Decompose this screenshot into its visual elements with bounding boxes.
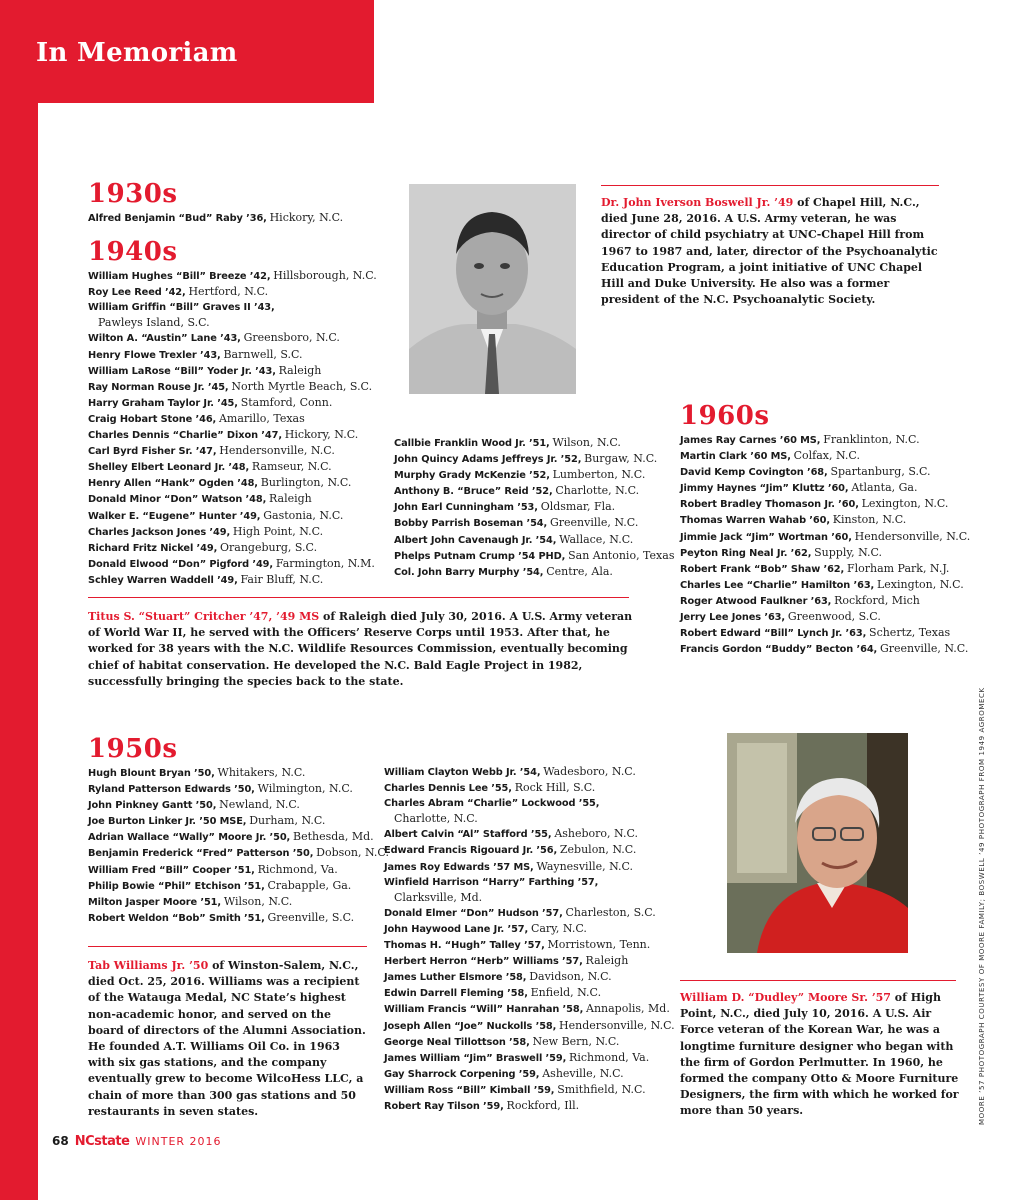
entry-name: William LaRose “Bill” Yoder Jr. ’43,: [88, 365, 276, 377]
heading-1950s: 1950s: [88, 734, 178, 764]
entry-place: Greenville, N.C.: [549, 516, 639, 530]
memorial-entry: [394, 515, 664, 531]
obit-moore-text: of High Point, N.C., died July 10, 2016. A U.S. Air Force veteran of the Korean War, he was a longtime furniture designer who began with the firm of Gordon Perlmutter. In 1960, he formed the company Otto & Moore Furniture Designers, the firm with which he worked for more than 50 years.: [680, 991, 959, 1118]
memorial-entry: [384, 905, 674, 921]
entry-place: Burlington, N.C.: [260, 476, 352, 490]
entry-place: Clarksville, Md.: [394, 890, 483, 904]
entry-name: Albert Calvin “Al” Stafford ’55,: [384, 829, 552, 841]
entry-name: Herbert Herron “Herb” Williams ’57,: [384, 956, 583, 968]
memorial-entry: [680, 496, 980, 512]
rule-williams: [88, 946, 367, 947]
list-1940s-continued: [394, 435, 675, 580]
entry-place: High Point, N.C.: [232, 524, 324, 538]
memorial-entry: [88, 379, 388, 395]
entry-name: Adrian Wallace “Wally” Moore Jr. ’50,: [88, 832, 291, 844]
entry-name: Schley Warren Waddell ’49,: [88, 574, 238, 586]
entry-place: New Bern, N.C.: [532, 1034, 620, 1048]
entry-place: Orangeburg, S.C.: [220, 540, 318, 554]
entry-name: Charles Lee “Charlie” Hamilton ’63,: [680, 579, 875, 591]
column-1930s-1940s: [88, 180, 388, 588]
entry-place: Franklinton, N.C.: [823, 433, 920, 446]
entry-name: John Earl Cunningham ’53,: [394, 502, 538, 514]
obit-williams: [88, 958, 370, 1120]
memorial-entry: [680, 545, 980, 561]
ncstate-logo: NCstate: [74, 1134, 130, 1149]
entry-name: Robert Edward “Bill” Lynch Jr. ’63,: [680, 628, 867, 640]
entry-place: Lexington, N.C.: [861, 497, 949, 511]
entry-place: Rock Hill, S.C.: [514, 781, 596, 795]
memorial-entry: [384, 796, 674, 826]
memorial-entry: [384, 764, 674, 780]
memorial-entry: [680, 464, 980, 480]
entry-place: Annapolis, Md.: [586, 1002, 670, 1016]
column-1960s: [680, 402, 980, 657]
entry-place: Asheville, N.C.: [542, 1066, 624, 1080]
memorial-entry: [384, 1001, 674, 1017]
entry-name: Charles Dennis Lee ’55,: [384, 783, 512, 795]
entry-place: Dobson, N.C.: [316, 846, 389, 860]
heading-1960s: 1960s: [680, 401, 770, 431]
memorial-entry: [384, 1082, 674, 1098]
memorial-entry: [88, 556, 388, 572]
entry-place: North Myrtle Beach, S.C.: [231, 379, 373, 393]
entry-name: Benjamin Frederick “Fred” Patterson ’50,: [88, 848, 314, 860]
list-1940s: [88, 268, 388, 588]
entry-name: Milton Jasper Moore ’51,: [88, 896, 222, 908]
memorial-entry: [394, 548, 675, 564]
entry-place: Hickory, N.C.: [284, 428, 359, 442]
memorial-entry: [384, 1098, 674, 1114]
entry-place: Fair Bluff, N.C.: [240, 572, 324, 586]
rule-critcher: [88, 597, 629, 598]
entry-place: Greenville, N.C.: [879, 642, 969, 656]
entry-place: Farmington, N.M.: [275, 556, 375, 570]
obit-boswell-name: Dr. John Iverson Boswell Jr. ’49: [601, 196, 794, 209]
entry-name: Joe Burton Linker Jr. ’50 MSE,: [88, 816, 247, 828]
entry-name: Donald Elwood “Don” Pigford ’49,: [88, 558, 274, 570]
entry-place: Rockford, Ill.: [506, 1098, 580, 1112]
memorial-entry: [384, 1050, 674, 1066]
column-1950s: [88, 735, 388, 926]
entry-name: Albert John Cavenaugh Jr. ’54,: [394, 534, 557, 546]
entry-place: Florham Park, N.J.: [846, 561, 950, 575]
memorial-entry: [88, 878, 388, 894]
memorial-entry: [88, 491, 388, 507]
list-1950s-continued: [384, 764, 674, 1114]
memorial-entry: [394, 564, 664, 580]
entry-place: Wilmington, N.C.: [257, 782, 353, 796]
entry-name: William Griffin “Bill” Graves II ’43,: [88, 302, 275, 314]
entry-name: Charles Jackson Jones ’49,: [88, 526, 231, 538]
entry-place: Gastonia, N.C.: [263, 508, 344, 522]
entry-name: Francis Gordon “Buddy” Becton ’64,: [680, 644, 878, 656]
header-banner: [0, 0, 374, 103]
entry-place: Lexington, N.C.: [876, 577, 964, 591]
entry-place: Bethesda, Md.: [292, 830, 374, 844]
entry-name: Charles Dennis “Charlie” Dixon ’47,: [88, 430, 282, 442]
memorial-entry: [88, 910, 388, 926]
memorial-entry: [88, 845, 388, 861]
left-red-bar: [0, 103, 38, 1200]
photo-boswell: [409, 184, 576, 394]
memorial-entry: [88, 395, 388, 411]
entry-place: Richmond, Va.: [569, 1050, 650, 1064]
obit-critcher-name: Titus S. “Stuart” Critcher ’47, ’49 MS: [88, 610, 320, 623]
entry-place: Centre, Ala.: [546, 564, 613, 578]
entry-place: Supply, N.C.: [814, 545, 883, 559]
memorial-entry: [88, 813, 388, 829]
memorial-entry: [680, 480, 980, 496]
entry-place: Schertz, Texas: [869, 626, 951, 640]
entry-place: Raleigh: [278, 363, 322, 377]
entry-place: Charlotte, N.C.: [555, 484, 640, 498]
memorial-entry: [680, 577, 980, 593]
entry-place: Wallace, N.C.: [559, 532, 634, 546]
memorial-entry: [384, 842, 674, 858]
entry-name: Jerry Lee Jones ’63,: [680, 612, 786, 624]
entry-place: San Antonio, Texas: [568, 548, 675, 562]
page-number: 68: [52, 1134, 69, 1148]
issue-label: WINTER 2016: [135, 1135, 222, 1148]
memorial-entry: [88, 508, 388, 524]
entry-name: Jimmie Jack “Jim” Wortman ’60,: [680, 531, 852, 543]
memorial-entry: [384, 875, 674, 905]
entry-name: Phelps Putnam Crump ’54 PHD,: [394, 550, 566, 562]
entry-name: Ryland Patterson Edwards ’50,: [88, 784, 255, 796]
memorial-entry: [394, 435, 664, 451]
list-1930s: [88, 210, 388, 226]
entry-place: Zebulon, N.C.: [559, 843, 637, 857]
entry-place: Charlotte, N.C.: [394, 812, 478, 826]
memorial-entry: [384, 780, 674, 796]
entry-name: Charles Abram “Charlie” Lockwood ’55,: [384, 798, 600, 810]
heading-1930s: 1930s: [88, 179, 178, 209]
memorial-entry: [88, 894, 388, 910]
entry-name: Edward Francis Rigouard Jr. ’56,: [384, 845, 558, 857]
memorial-entry: [384, 1034, 674, 1050]
memorial-entry: [88, 284, 388, 300]
entry-place: Hendersonville, N.C.: [219, 444, 335, 458]
memorial-entry: [384, 985, 674, 1001]
memorial-entry: [680, 641, 980, 657]
entry-name: Wilton A. “Austin” Lane ’43,: [88, 333, 241, 345]
obit-moore-name: William D. “Dudley” Moore Sr. ’57: [680, 991, 891, 1004]
obit-moore: [680, 990, 960, 1120]
entry-place: Kinston, N.C.: [832, 513, 907, 527]
memorial-entry: [88, 363, 388, 379]
memorial-entry: [680, 529, 980, 545]
memorial-entry: [88, 572, 388, 588]
memorial-entry: [88, 540, 388, 556]
obit-williams-name: Tab Williams Jr. ’50: [88, 959, 209, 972]
entry-place: Pawleys Island, S.C.: [98, 316, 210, 330]
entry-name: William Hughes “Bill” Breeze ’42,: [88, 271, 271, 283]
entry-name: Henry Flowe Trexler ’43,: [88, 349, 221, 361]
entry-place: Wadesboro, N.C.: [543, 765, 636, 778]
entry-place: Rockford, Mich: [834, 593, 920, 607]
entry-place: Hillsborough, N.C.: [273, 269, 377, 283]
entry-place: Greenwood, S.C.: [787, 610, 881, 624]
entry-name: George Neal Tillottson ’58,: [384, 1036, 530, 1048]
entry-place: Richmond, Va.: [257, 862, 338, 876]
obit-critcher-text: of Raleigh died July 30, 2016. A U.S. Army veteran of World War II, he served with the Officers’ Reserve Corps until 1953. After that, he worked for 38 years with the N.C. Wildlife Resources Commission, eventually becoming chief of habitat conservation. He developed the N.C. Bald Eagle Project in 1982, successfully bringing the species back to the state.: [88, 610, 633, 688]
entry-name: Bobby Parrish Boseman ’54,: [394, 518, 548, 530]
entry-place: Davidson, N.C.: [529, 970, 612, 984]
memorial-entry: [384, 921, 674, 937]
heading-1940s: 1940s: [88, 237, 178, 268]
entry-name: Robert Ray Tilson ’59,: [384, 1100, 504, 1112]
obit-critcher: [88, 609, 633, 690]
rule-moore: [680, 980, 956, 981]
entry-name: William Francis “Will” Hanrahan ’58,: [384, 1004, 584, 1016]
entry-place: Raleigh: [268, 492, 312, 506]
entry-place: Ramseur, N.C.: [251, 460, 332, 474]
entry-name: James Luther Elsmore ’58,: [384, 972, 527, 984]
entry-place: Hendersonville, N.C.: [854, 529, 971, 543]
memorial-entry: [384, 1018, 674, 1034]
memorial-entry: [384, 859, 674, 875]
entry-name: Gay Sharrock Corpening ’59,: [384, 1068, 540, 1080]
entry-name: Philip Bowie “Phil” Etchison ’51,: [88, 880, 265, 892]
entry-place: Hertford, N.C.: [188, 285, 269, 299]
memorial-entry: [394, 483, 664, 499]
memorial-entry: [680, 448, 980, 464]
entry-name: Ray Norman Rouse Jr. ’45,: [88, 381, 229, 393]
memorial-entry: [88, 347, 388, 363]
memorial-entry: [88, 829, 388, 845]
entry-place: Oldsmar, Fla.: [540, 500, 616, 514]
page-title: In Memoriam: [36, 38, 238, 68]
memorial-entry: [680, 561, 980, 577]
memorial-entry: [680, 593, 980, 609]
entry-name: James William “Jim” Braswell ’59,: [384, 1052, 567, 1064]
memorial-entry: [88, 459, 388, 475]
entry-place: Durham, N.C.: [249, 814, 326, 828]
entry-place: Whitakers, N.C.: [217, 766, 306, 779]
memorial-entry: [680, 432, 980, 448]
entry-name: William Clayton Webb Jr. ’54,: [384, 767, 541, 778]
entry-place: Greenville, S.C.: [267, 910, 355, 924]
entry-name: Donald Elmer “Don” Hudson ’57,: [384, 907, 563, 919]
entry-place: Wilson, N.C.: [552, 436, 621, 449]
memorial-entry: [384, 826, 674, 842]
entry-place: Stamford, Conn.: [240, 395, 333, 409]
photo-credit: MOORE ’57 PHOTOGRAPH COURTESY OF MOORE FAMILY; BOSWELL ’49 PHOTOGRAPH FROM 1949 AGROMECK: [978, 687, 986, 1125]
memorial-entry: [88, 427, 388, 443]
entry-name: Carl Byrd Fisher Sr. ’47,: [88, 446, 217, 458]
entry-name: John Quincy Adams Jeffreys Jr. ’52,: [394, 454, 582, 466]
entry-name: Peyton Ring Neal Jr. ’62,: [680, 547, 812, 559]
entry-name: Donald Minor “Don” Watson ’48,: [88, 494, 267, 506]
entry-name: Roger Atwood Faulkner ’63,: [680, 595, 832, 607]
entry-place: Lumberton, N.C.: [552, 468, 646, 482]
entry-place: Barnwell, S.C.: [223, 347, 303, 361]
entry-name: James Roy Edwards ’57 MS,: [384, 861, 534, 873]
entry-name: Edwin Darrell Fleming ’58,: [384, 988, 528, 1000]
entry-name: William Ross “Bill” Kimball ’59,: [384, 1084, 555, 1096]
memorial-entry: [384, 1066, 674, 1082]
memorial-entry: [88, 524, 388, 540]
entry-name: John Haywood Lane Jr. ’57,: [384, 923, 529, 935]
memorial-entry: [88, 781, 388, 797]
entry-place: Burgaw, N.C.: [584, 452, 658, 466]
entry-name: William Fred “Bill” Cooper ’51,: [88, 864, 255, 876]
memorial-entry: [394, 532, 664, 548]
list-1960s: [680, 432, 980, 657]
memorial-entry: [680, 609, 980, 625]
memorial-entry: [88, 411, 388, 427]
entry-name: Col. John Barry Murphy ’54,: [394, 566, 544, 578]
memorial-entry: [88, 475, 388, 491]
entry-place: Hickory, N.C.: [269, 211, 344, 224]
entry-name: Thomas H. “Hugh” Talley ’57,: [384, 940, 545, 952]
entry-name: Roy Lee Reed ’42,: [88, 287, 186, 299]
entry-name: Martin Clark ’60 MS,: [680, 451, 791, 463]
entry-name: Joseph Allen “Joe” Nuckolls ’58,: [384, 1020, 557, 1032]
memorial-entry: [394, 499, 664, 515]
entry-place: Smithfield, N.C.: [557, 1082, 646, 1096]
entry-place: Colfax, N.C.: [793, 449, 860, 463]
memorial-entry: [384, 953, 674, 969]
entry-name: Callbie Franklin Wood Jr. ’51,: [394, 438, 550, 449]
entry-name: Richard Fritz Nickel ’49,: [88, 542, 218, 554]
memorial-entry: [88, 443, 388, 459]
memorial-entry: [680, 512, 980, 528]
obit-williams-text: of Winston-Salem, N.C., died Oct. 25, 2016. Williams was a recipient of the Watauga Medal, NC State’s highest non-academic honor, and served on the board of directors of the Alumni Association. He founded A.T. Williams Oil Co. in 1963 with six gas stations, and the company eventually grew to become WilcoHess LLC, a chain of more than 300 gas stations and 50 restaurants in seven states.: [88, 959, 366, 1118]
entry-name: Alfred Benjamin “Bud” Raby ’36,: [88, 213, 267, 224]
entry-place: Asheboro, N.C.: [554, 827, 638, 841]
entry-place: Spartanburg, S.C.: [830, 465, 931, 479]
photo-moore: [727, 733, 908, 953]
memorial-entry: [88, 765, 388, 781]
entry-name: Walker E. “Eugene” Hunter ’49,: [88, 510, 261, 522]
entry-name: Henry Allen “Hank” Ogden ’48,: [88, 478, 258, 490]
list-1950s: [88, 765, 388, 926]
entry-name: Jimmy Haynes “Jim” Kluttz ’60,: [680, 483, 849, 495]
memorial-entry: [88, 797, 388, 813]
entry-place: Atlanta, Ga.: [851, 481, 918, 495]
memorial-entry: [394, 467, 664, 483]
entry-place: Waynesville, N.C.: [536, 859, 634, 873]
memorial-entry: [88, 210, 388, 226]
entry-name: Hugh Blount Bryan ’50,: [88, 768, 215, 779]
entry-place: Morristown, Tenn.: [547, 938, 651, 952]
entry-place: Newland, N.C.: [219, 798, 300, 812]
entry-name: Craig Hobart Stone ’46,: [88, 413, 217, 425]
entry-name: Anthony B. “Bruce” Reid ’52,: [394, 486, 553, 498]
entry-place: Cary, N.C.: [530, 921, 587, 935]
entry-place: Wilson, N.C.: [223, 894, 293, 908]
entry-name: John Pinkney Gantt ’50,: [88, 800, 217, 812]
entry-name: James Ray Carnes ’60 MS,: [680, 435, 821, 446]
memorial-entry: [88, 268, 388, 284]
memorial-entry: [680, 625, 980, 641]
entry-place: Greensboro, N.C.: [243, 331, 340, 345]
memorial-entry: [88, 330, 388, 346]
entry-name: Robert Bradley Thomason Jr. ’60,: [680, 499, 859, 511]
obit-boswell-text: of Chapel Hill, N.C., died June 28, 2016. A U.S. Army veteran, he was director of child psychiatry at UNC-Chapel Hill from 1967 to 1987 and, later, director of the Psychoanalytic Education Program, a joint initiative of UNC Chapel Hill and Duke University. He also was a former president of the N.C. Psychoanalytic Society.: [601, 196, 938, 307]
entry-place: Charleston, S.C.: [565, 905, 656, 919]
entry-place: Enfield, N.C.: [530, 986, 602, 1000]
entry-place: Hendersonville, N.C.: [559, 1018, 675, 1032]
entry-name: David Kemp Covington ’68,: [680, 467, 828, 479]
entry-name: Shelley Elbert Leonard Jr. ’48,: [88, 462, 250, 474]
entry-name: Harry Graham Taylor Jr. ’45,: [88, 397, 238, 409]
entry-name: Robert Frank “Bob” Shaw ’62,: [680, 563, 845, 575]
memorial-entry: [88, 862, 388, 878]
entry-place: Raleigh: [585, 954, 629, 968]
entry-place: Crabapple, Ga.: [267, 878, 352, 892]
entry-name: Robert Weldon “Bob” Smith ’51,: [88, 912, 265, 924]
memorial-entry: [394, 451, 664, 467]
obit-boswell: [601, 195, 939, 308]
entry-name: Winfield Harrison “Harry” Farthing ’57,: [384, 876, 599, 888]
page-footer: [52, 1134, 222, 1149]
entry-name: Murphy Grady McKenzie ’52,: [394, 470, 550, 482]
rule-boswell: [601, 185, 939, 186]
memorial-entry: [384, 969, 674, 985]
memorial-entry: [88, 300, 388, 330]
entry-place: Amarillo, Texas: [218, 411, 305, 425]
entry-name: Thomas Warren Wahab ’60,: [680, 515, 830, 527]
memorial-entry: [384, 937, 674, 953]
